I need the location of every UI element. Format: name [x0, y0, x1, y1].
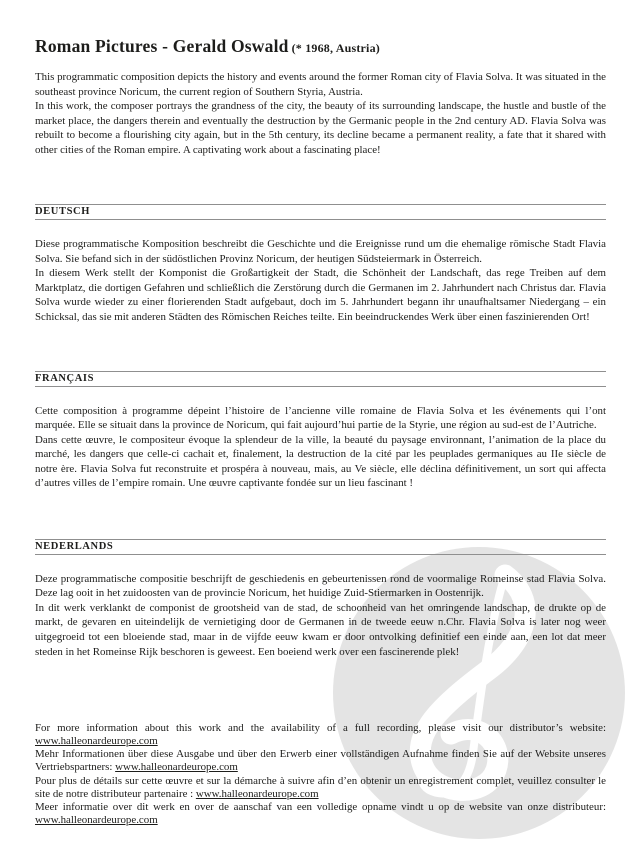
- page-title: [35, 36, 606, 57]
- dutch-paragraph-1: Deze programmatische compositie beschrijft de geschiedenis en gebeurtenissen rond de voormalige Romeinse stad Flavia Solva. Deze lag ooit in het zuidoosten van de provincie Noricum, het huidige Zuid-Stiermarken in Oostenrijk.: [35, 572, 606, 600]
- heading-francais: FRANÇAIS: [35, 371, 606, 387]
- spacer: [35, 220, 606, 237]
- heading-nederlands: NEDERLANDS: [35, 539, 606, 555]
- distributor-text-french: Pour plus de détails sur cette œuvre et sur la démarche à suivre afin d’en obtenir un enregistrement complet, veuillez consulter le site de notre distributeur partenaire :: [35, 774, 606, 800]
- distributor-info-dutch: [35, 801, 606, 827]
- distributor-link-english[interactable]: www.halleonardeurope.com: [35, 735, 158, 748]
- english-paragraph-1: This programmatic composition depicts the history and events around the former Roman city of Flavia Solva. It was situated in the southeast province Noricum, the current region of Southern Styria, Austria.: [35, 71, 606, 98]
- section-english: [35, 70, 606, 157]
- distributor-link-dutch[interactable]: www.halleonardeurope.com: [35, 813, 158, 826]
- distributor-link-french[interactable]: www.halleonardeurope.com: [195, 787, 319, 800]
- distributor-link-german[interactable]: www.halleonardeurope.com: [115, 761, 238, 774]
- spacer: [35, 555, 606, 572]
- section-french: [35, 371, 606, 491]
- distributor-info-german: [35, 748, 606, 774]
- work-title: Roman Pictures - Gerald Oswald: [35, 36, 289, 56]
- distributor-info-block: [35, 722, 606, 827]
- heading-deutsch: DEUTSCH: [35, 204, 606, 220]
- french-paragraph-1: Cette composition à programme dépeint l’histoire de l’ancienne ville romaine de Flavia Solva et les événements qui l’ont marquée. Elle se situait dans la province de Noricum, qui fait aujourd’hui partie de la Styrie, une région au sud-est de l’Autriche.: [35, 404, 606, 432]
- section-german: [35, 204, 606, 324]
- distributor-text-german: Mehr Informationen über diese Ausgabe und über den Erwerb einer vollständigen Aufnahme finden Sie auf der Website unseres Vertriebspartners:: [35, 748, 606, 774]
- english-paragraph-2: In this work, the composer portrays the grandness of the city, the beauty of its surrounding landscape, the hustle and bustle of the market place, the dangers therein and eventually the destruction by the Germanic people in the 2nd century AD. Flavia Solva was rebuilt to become a flourishing city again, but in the 5th century, its decline became a permanent reality, a fate that it shared with other cities of the Roman empire. A captivating work about a fascinating place!: [35, 100, 606, 156]
- section-dutch: [35, 539, 606, 659]
- dutch-paragraph-2: In dit werk verklankt de componist de grootsheid van de stad, de schoonheid van het omringende landschap, de drukte op de markt, de gevaren en uiteindelijk de vernietiging door de Germanen in de tweede eeuw n.Chr. Flavia Solva is later nog weer uitgegroeid tot een bloeiende stad, maar in de vijfde eeuw kwam er door ontvolking definitief een einde aan, een lot dat meer steden in het Romeinse Rijk beschoren is geweest. Een boeiend werk over een fascinerende plek!: [35, 601, 606, 658]
- document-content: [35, 36, 606, 827]
- distributor-info-french: [35, 775, 606, 801]
- distributor-info-english: [35, 722, 606, 748]
- composer-birth-info: (* 1968, Austria): [291, 41, 380, 55]
- german-paragraph-2: In diesem Werk stellt der Komponist die Großartigkeit der Stadt, die Schönheit der Landschaft, das rege Treiben auf dem Marktplatz, die dortigen Gefahren und schließlich die Zerstörung durch die Germanen im 2. Jahrhundert nach Christus dar. Flavia Solva wurde wieder zu einer florierenden Stadt aufgebaut, doch im 5. Jahrhundert begann ihr unaufhaltsamer Niedergang – ein Schicksal, das sie mit anderen Städten des Römischen Reiches teilte. Ein beeindruckendes Werk über einen faszinierenden Ort!: [35, 267, 606, 324]
- german-paragraph-1: Diese programmatische Komposition beschreibt die Geschichte und die Ereignisse rund um die ehemalige römische Stadt Flavia Solva. Sie befand sich in der südöstlichen Provinz Noricum, der heutigen Südsteiermark in Österreich.: [35, 238, 606, 265]
- french-paragraph-2: Dans cette œuvre, le compositeur évoque la splendeur de la ville, la beauté du paysage environnant, l’animation de la place du marché, les dangers que celle-ci cachait et, finalement, la destruction de la cité par les peuplades germaniques au IIe siècle de notre ère. Flavia Solva fut reconstruite et prospéra à nouveau, mais, au Ve siècle, elle déclina définitivement, un sort qui affecta d’autres villes de l’empire romain. Une œuvre captivante fondée sur un lieu fascinant !: [35, 433, 606, 490]
- spacer: [35, 387, 606, 404]
- distributor-text-dutch: Meer informatie over dit werk en over de aanschaf van een volledige opname vindt u op de website van onze distributeur:: [35, 800, 606, 813]
- distributor-text-english: For more information about this work and the availability of a full recording, please visit our distributor’s website:: [35, 722, 606, 735]
